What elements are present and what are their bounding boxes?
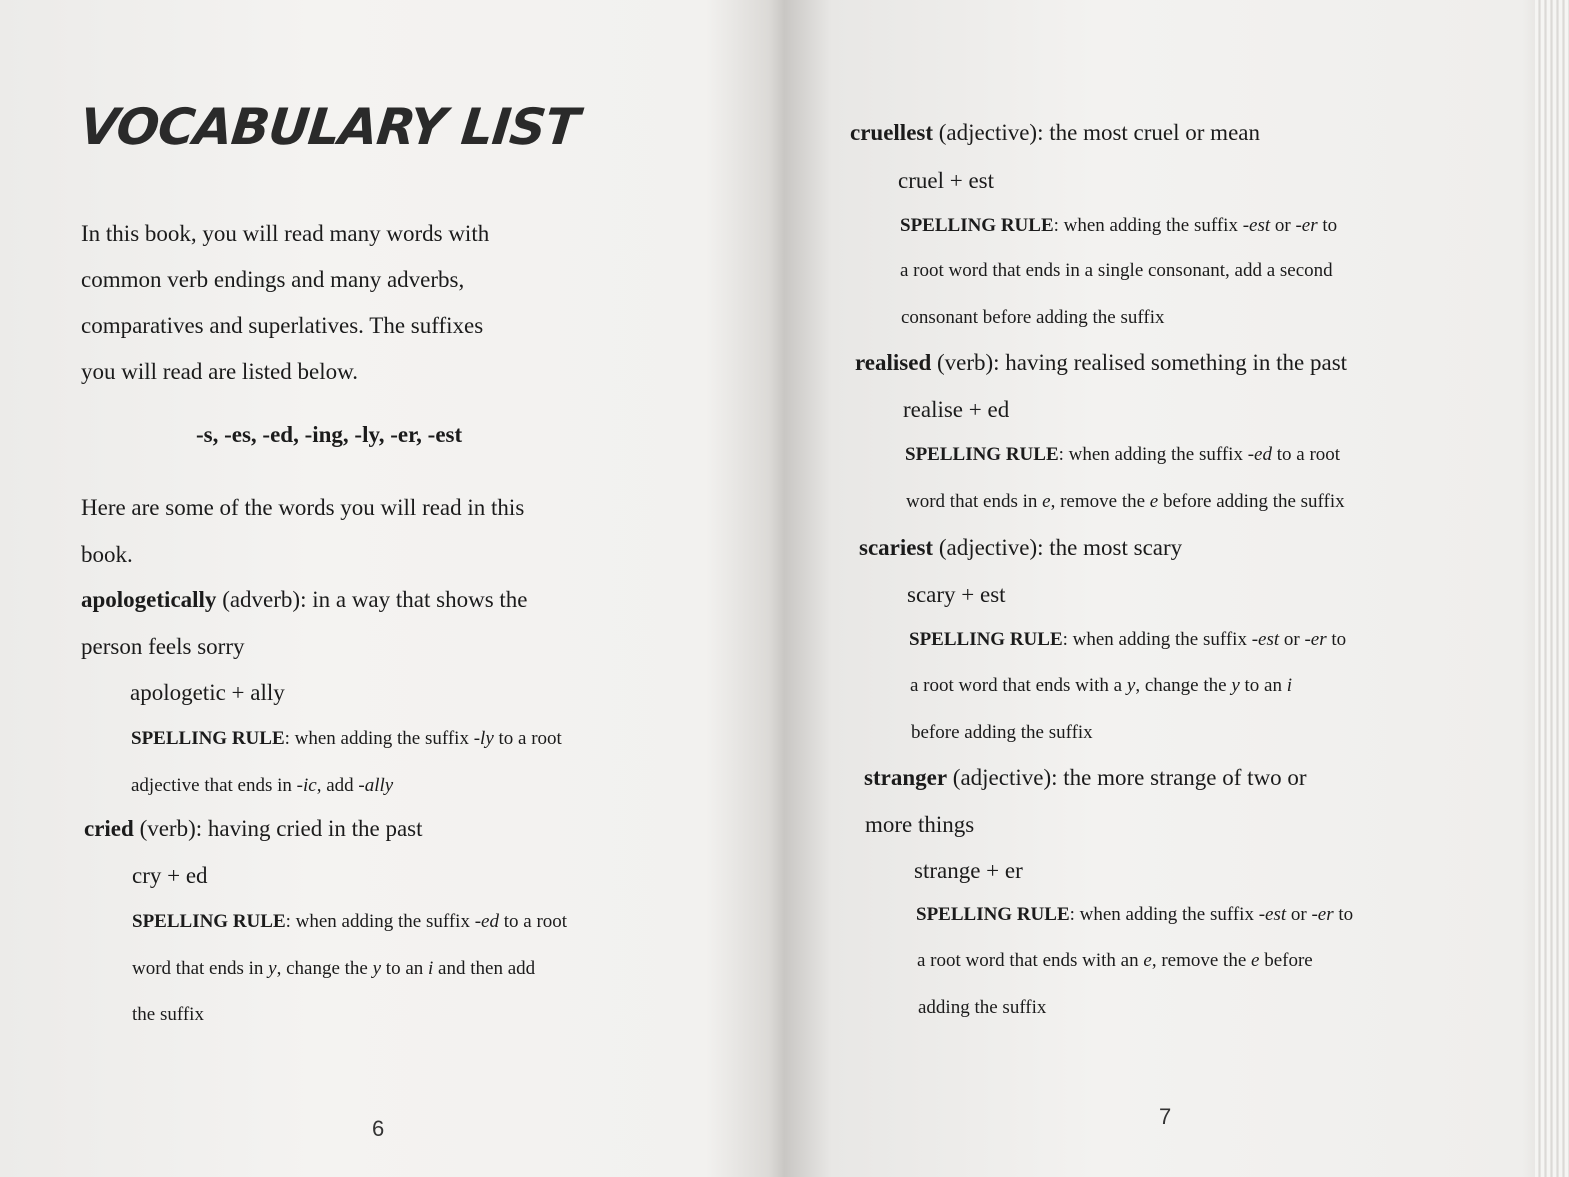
intro-line-1: In this book, you will read many words with xyxy=(81,221,490,246)
left-page xyxy=(0,0,770,1177)
lead-in-line-1: Here are some of the words you will read in this xyxy=(81,495,525,520)
entry-formation: apologetic + ally xyxy=(130,680,285,705)
spelling-rule-line-3: the suffix xyxy=(132,1004,204,1025)
entry-scariest xyxy=(859,533,1182,563)
entry-word: apologetically xyxy=(81,587,217,612)
entry-definition: (adverb): in a way that shows the xyxy=(216,587,528,612)
suffix-list: -s, -es, -ed, -ing, -ly, -er, -est xyxy=(196,422,463,447)
page-title: VOCABULARY LIST xyxy=(76,98,582,156)
entry-apologetically xyxy=(81,585,528,615)
entry-definition: (adjective): the more strange of two or xyxy=(947,765,1307,790)
entry-definition-cont: person feels sorry xyxy=(81,634,245,659)
lead-in-line-2: book. xyxy=(81,542,133,567)
entry-formation: cry + ed xyxy=(132,863,208,888)
entry-definition: (adjective): the most scary xyxy=(933,535,1183,560)
entry-word: cruellest xyxy=(850,120,934,145)
spelling-rule-line-1: SPELLING RULE: when adding the suffix -est or -er to xyxy=(909,629,1347,650)
spelling-rule-line-3: adding the suffix xyxy=(918,997,1047,1018)
entry-realised xyxy=(855,348,1347,378)
spelling-rule-line-3: consonant before adding the suffix xyxy=(901,307,1165,328)
spelling-rule-line-2: word that ends in y, change the y to an i and then add xyxy=(132,958,536,979)
spelling-rule-line-2: a root word that ends in a single consonant, add a second xyxy=(900,260,1333,281)
entry-formation: strange + er xyxy=(914,858,1023,883)
entry-formation: realise + ed xyxy=(903,397,1010,422)
page-edges xyxy=(1535,0,1569,1177)
entry-definition: (verb): having cried in the past xyxy=(133,816,423,841)
entry-definition-cont: more things xyxy=(865,812,975,837)
entry-stranger xyxy=(864,763,1307,793)
spelling-rule-line-1: SPELLING RULE: when adding the suffix -ed to a root xyxy=(905,444,1341,465)
entry-word: cried xyxy=(84,816,134,841)
entry-word: stranger xyxy=(864,765,948,790)
entry-word: scariest xyxy=(859,535,934,560)
spelling-rule-line-1: SPELLING RULE: when adding the suffix -est or -er to xyxy=(916,904,1354,925)
entry-formation: cruel + est xyxy=(898,168,994,193)
spelling-rule-line-2: word that ends in e, remove the e before adding the suffix xyxy=(906,491,1345,512)
intro-line-2: common verb endings and many adverbs, xyxy=(81,267,465,292)
spelling-rule-line-3: before adding the suffix xyxy=(911,722,1093,743)
spelling-rule-line-2: a root word that ends with a y, change the y to an i xyxy=(910,675,1293,696)
spelling-rule-line-1: SPELLING RULE: when adding the suffix -est or -er to xyxy=(900,215,1338,236)
entry-cried xyxy=(84,814,423,844)
entry-word: realised xyxy=(855,350,932,375)
entry-formation: scary + est xyxy=(907,582,1006,607)
entry-cruellest xyxy=(850,118,1260,148)
spelling-rule-line-2: a root word that ends with an e, remove the e before xyxy=(917,950,1313,971)
entry-definition: (adjective): the most cruel or mean xyxy=(933,120,1260,145)
spelling-rule-line-1: SPELLING RULE: when adding the suffix -ed to a root xyxy=(132,911,568,932)
intro-line-4: you will read are listed below. xyxy=(81,359,358,384)
right-page xyxy=(775,0,1535,1177)
intro-line-3: comparatives and superlatives. The suffixes xyxy=(81,313,484,338)
spelling-rule-line-2: adjective that ends in -ic, add -ally xyxy=(131,775,394,796)
page-number: 6 xyxy=(372,1116,385,1141)
entry-definition: (verb): having realised something in the past xyxy=(931,350,1348,375)
spelling-rule-line-1: SPELLING RULE: when adding the suffix -ly to a root xyxy=(131,728,562,749)
page-number: 7 xyxy=(1159,1104,1172,1129)
